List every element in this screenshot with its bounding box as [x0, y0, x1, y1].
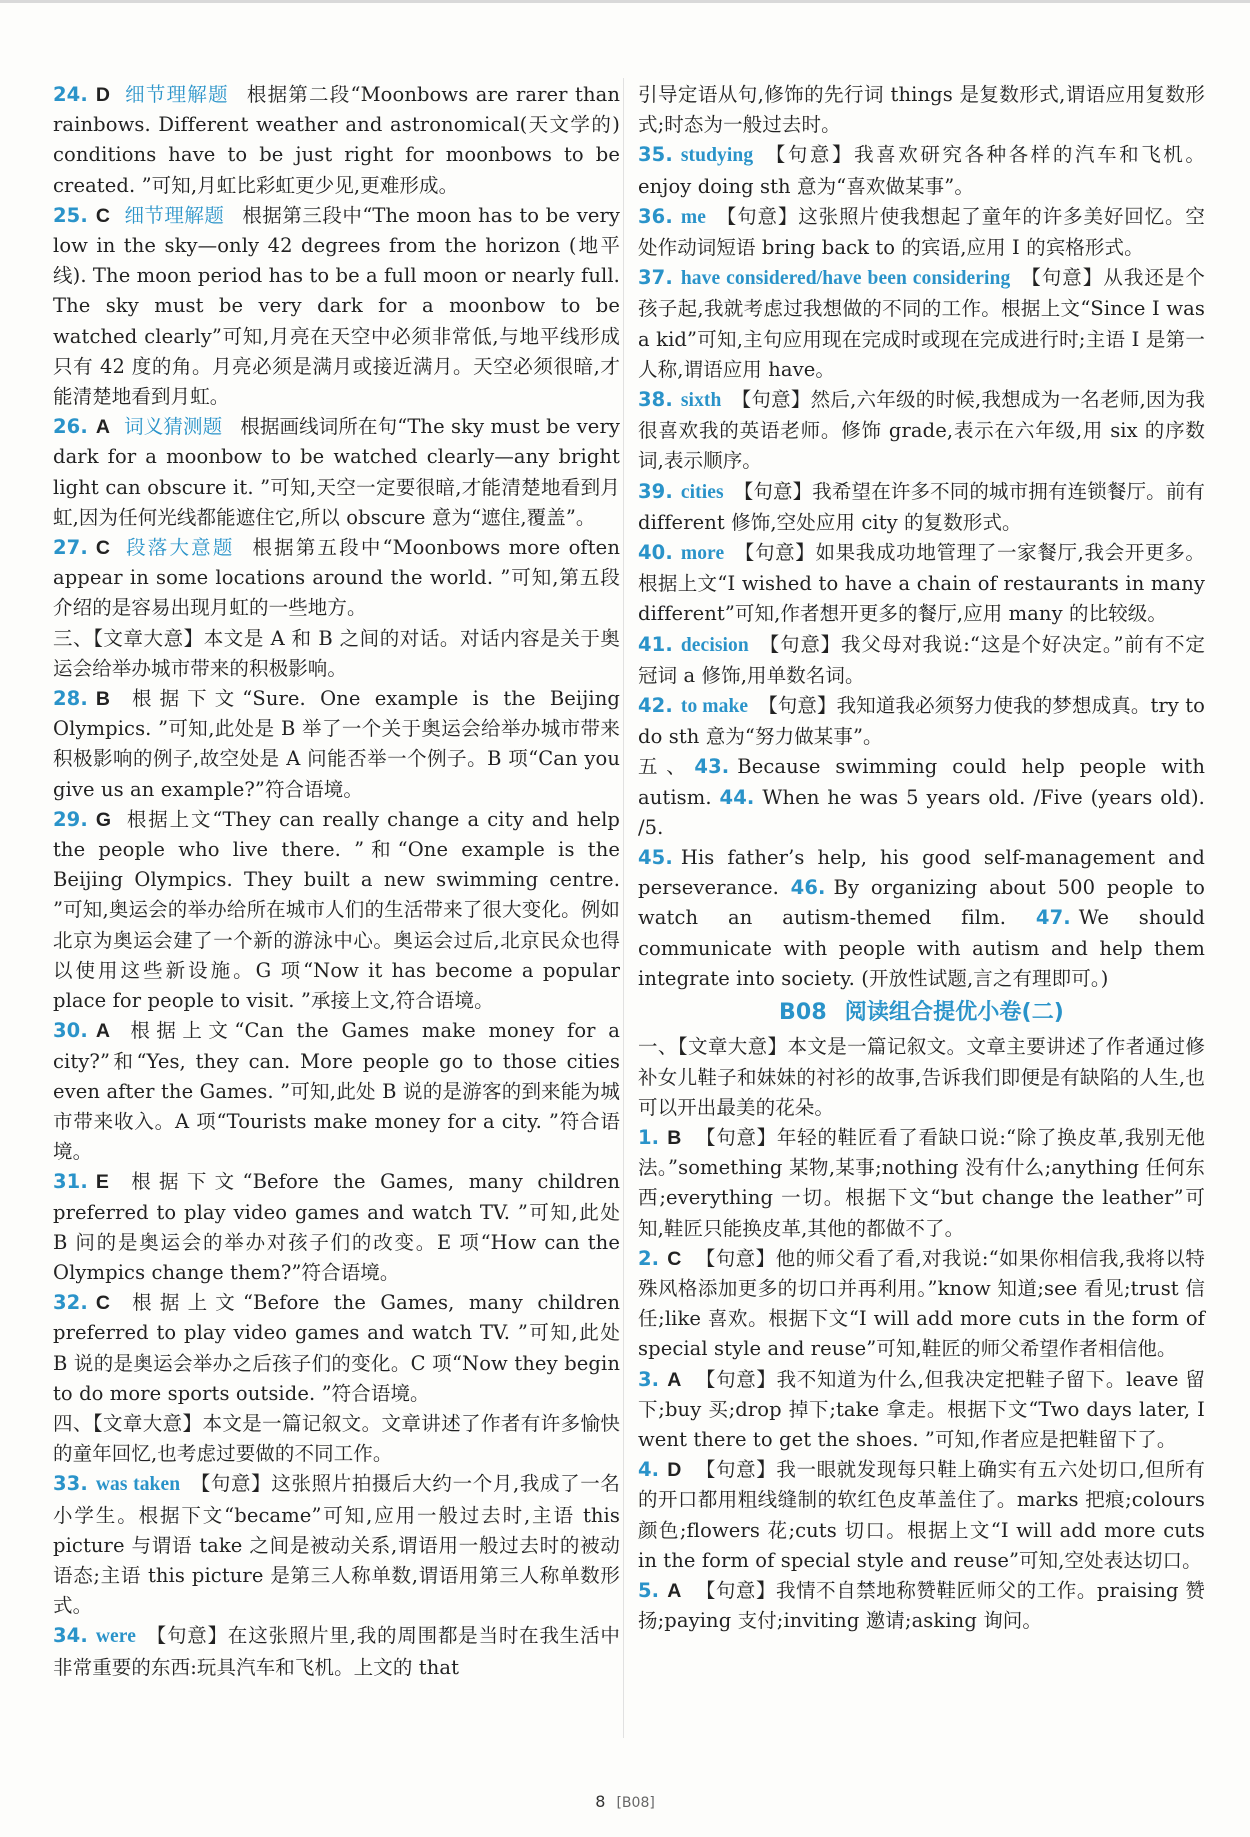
question-number: 40. [638, 541, 673, 565]
page-footer [0, 1792, 1250, 1811]
explanation-text: 根据上文“Before the Games, many children preferred to play video games and watch TV. ”可知,此处 B 说的是奥运会举办之后孩子们的变化。C 项“Now they begin to do more sports outside. ”符合语境。 [53, 1291, 620, 1405]
answer-item [53, 533, 620, 624]
explanation-text: 我希望在许多不同的城市拥有连锁餐厅。前有 different 修饰,空处应用 city 的复数形式。 [638, 479, 1205, 534]
question-number: 35. [638, 143, 673, 167]
question-number: 46. [790, 876, 826, 900]
explanation-text: 根据第三段中“The moon has to be very low in the sky—only 42 degrees from the horizon (地平线). The moon period has to be a full moon or nearly full. The sky must be very dark for a moonbow to be watched clearly”可知,月亮在天空中必须非常低,与地平线形成只有 42 度的角。月亮必须是满月或接近满月。天空必须很暗,才能清楚地看到月虹。 [53, 203, 620, 409]
summary-tag: 【文章大意】 [677, 1035, 788, 1059]
page-code: [B08] [616, 1795, 655, 1811]
question-number: 42. [638, 694, 673, 718]
answer-item [638, 385, 1205, 477]
question-number: 2. [638, 1246, 660, 1270]
meaning-tag: 【句意】 [190, 1472, 272, 1496]
explanation-text: 引导定语从句,修饰的先行词 things 是复数形式,谓语应用复数形式;时态为一般过去时。 [638, 83, 1205, 137]
explanation-text: 从我还是个孩子起,我就考虑过我想做的不同的工作。根据上文“Since I was a kid”可知,主句应用现在完成时或现在完成进行时;主语 I 是第一人称,谓语应用 have。 [638, 266, 1205, 381]
short-answer-group [638, 752, 1205, 843]
answer-word: sixth [680, 390, 722, 412]
question-number: 37. [638, 266, 673, 290]
answer-item [638, 691, 1205, 752]
question-number: 24. [53, 83, 88, 106]
answer-item [638, 477, 1205, 538]
meaning-tag: 【句意】 [145, 1624, 228, 1648]
answer-word: was taken [95, 1474, 181, 1496]
question-number: 4. [638, 1458, 660, 1482]
summary-tag: 【文章大意】 [92, 1411, 203, 1435]
explanation-text: 然后,六年级的时候,我想成为一名老师,因为我很喜欢我的英语老师。修饰 grade,表示在六年级,用 six 的序数词,表示顺序。 [638, 388, 1205, 473]
answer-item [53, 412, 620, 533]
explanation-text: 他的师父看了看,对我说:“如果你相信我,我将以特殊风格添加更多的切口并再利用。”know 知道;see 看见;trust 信任;like 喜欢。根据下文“I will add more cuts in the form of special style and reuse”可知,鞋匠的师父希望作者相信他。 [638, 1246, 1205, 1361]
explanation-text: 在这张照片里,我的周围都是当时在我生活中非常重要的东西:玩具汽车和飞机。上文的 that [53, 1624, 621, 1679]
answer-letter: C [95, 204, 111, 227]
question-number: 33. [53, 1472, 88, 1496]
question-number: 36. [638, 204, 673, 228]
meaning-tag: 【句意】 [733, 479, 813, 503]
answer-letter: A [667, 1368, 682, 1391]
answer-item [53, 1167, 620, 1288]
answer-letter: E [95, 1171, 109, 1194]
meaning-tag: 【句意】 [758, 632, 842, 656]
section-code: B08 [779, 1000, 827, 1026]
page-top-border [0, 0, 1250, 3]
answer-item [53, 684, 620, 805]
answer-item [53, 80, 620, 201]
explanation-text: 根据下文“Before the Games, many children preferred to play video games and watch TV. ”可知,此处 B 问的是奥运会的举办对孩子们的改变。E 项“How can the Olympics change them?”符合语境。 [53, 1170, 620, 1284]
answer-letter: C [95, 1292, 111, 1315]
section-heading: 阅读组合提优小卷(二) [844, 1000, 1064, 1026]
question-type: 段落大意题 [124, 536, 235, 560]
answer-letter: A [667, 1579, 682, 1602]
section-number: 一、 [638, 1035, 678, 1059]
short-answer-text: We should communicate with people with autism and help them integrate into society. (开放性试题,言之有理即可。) [638, 906, 1205, 990]
question-number: 30. [53, 1019, 88, 1043]
page-number: 8 [595, 1792, 606, 1811]
left-column [53, 80, 620, 1683]
explanation-text: 我喜欢研究各种各样的汽车和飞机。enjoy doing sth 意为“喜欢做某事”。 [638, 143, 1205, 198]
answer-item [53, 1016, 620, 1167]
answer-item [53, 805, 620, 1016]
question-number: 39. [638, 479, 673, 503]
answer-letter: A [95, 1020, 111, 1043]
meaning-tag: 【句意】 [695, 1246, 776, 1270]
answer-item [53, 1288, 620, 1409]
column-divider [623, 78, 624, 1738]
section-number: 五、 [638, 755, 695, 779]
answer-item [638, 140, 1205, 201]
answer-item [638, 1244, 1205, 1365]
answer-item [638, 538, 1205, 630]
answer-item [638, 202, 1205, 263]
answer-item [638, 1455, 1205, 1576]
meaning-tag: 【句意】 [758, 694, 837, 718]
answer-letter: B [667, 1126, 682, 1149]
answer-item [638, 263, 1205, 385]
explanation-text: 如果我成功地管理了一家餐厅,我会开更多。根据上文“I wished to have a chain of restaurants in many different”可知,作者想开更多的餐厅,应用 many 的比较级。 [638, 541, 1205, 626]
section-summary [53, 1409, 620, 1469]
answer-letter: G [95, 808, 112, 831]
answer-item [638, 1123, 1205, 1244]
question-type: 词义猜测题 [124, 415, 223, 439]
meaning-tag: 【句意】 [695, 1458, 777, 1482]
question-number: 44. [719, 785, 755, 809]
answer-word: decision [680, 634, 749, 656]
question-type: 细节理解题 [124, 203, 225, 227]
section-number: 三、 [53, 626, 94, 650]
section-title [638, 998, 1205, 1028]
short-answer-group [638, 843, 1205, 994]
explanation-text: 根据第二段“Moonbows are rarer than rainbows. Different weather and astronomical(天文学的) conditions have to be just right for moonbows to be created. ”可知,月虹比彩虹更少见,更难形成。 [53, 83, 620, 197]
summary-text: 本文是一篇记叙文。文章主要讲述了作者通过修补女儿鞋子和妹妹的衬衫的故事,告诉我们即便是有缺陷的人生,也可以开出最美的花朵。 [638, 1035, 1205, 1119]
explanation-text: 根据第五段中“Moonbows more often appear in some locations around the world. ”可知,第五段介绍的是容易出现月虹的一些地方。 [53, 536, 620, 620]
question-number: 1. [638, 1125, 660, 1149]
answer-word: studying [680, 145, 754, 167]
explanation-text: 我情不自禁地称赞鞋匠师父的工作。praising 赞扬;paying 支付;inviting 邀请;asking 询问。 [638, 1578, 1205, 1633]
explanation-text: 根据下文“Sure. One example is the Beijing Olympics. ”可知,此处是 B 举了一个关于奥运会给举办城市带来积极影响的例子,故空处是 A 问能否举一个例子。B 项“Can you give us an example?”符合语境。 [53, 687, 620, 801]
summary-tag: 【文章大意】 [93, 626, 204, 650]
answer-item [638, 630, 1205, 691]
question-number: 45. [638, 846, 673, 870]
question-number: 5. [638, 1578, 660, 1602]
answer-word: me [680, 206, 706, 228]
short-answer-text: Because swimming could help people with autism. [638, 755, 1205, 809]
question-number: 27. [53, 536, 88, 560]
explanation-text: 我父母对我说:“这是个好决定。”前有不定冠词 a 修饰,用单数名词。 [638, 632, 1205, 687]
meaning-tag: 【句意】 [695, 1125, 777, 1149]
section-summary [638, 1032, 1205, 1123]
short-answer-text: When he was 5 years old. /Five (years old). /5. [638, 785, 1205, 839]
answer-word: were [95, 1626, 136, 1648]
short-answer-text: By organizing about 500 people to watch an autism-themed film. [638, 876, 1205, 930]
meaning-tag: 【句意】 [715, 204, 799, 228]
answer-word: cities [680, 481, 724, 503]
right-column [638, 80, 1205, 1636]
meaning-tag: 【句意】 [731, 388, 811, 412]
question-number: 28. [53, 687, 88, 711]
question-number: 41. [638, 632, 673, 656]
explanation-text: 我不知道为什么,但我决定把鞋子留下。leave 留下;buy 买;drop 掉下;take 拿走。根据下文“Two days later, I went there to get the shoes. ”可知,作者应是把鞋留下了。 [638, 1367, 1205, 1451]
question-number: 26. [53, 415, 88, 439]
question-number: 31. [53, 1170, 88, 1194]
explanation-text: 年轻的鞋匠看了看缺口说:“除了换皮革,我别无他法。”something 某物,某事;nothing 没有什么;anything 任何东西;everything 一切。根据下文“but change the leather”可知,鞋匠只能换皮革,其他的都做不了。 [638, 1125, 1205, 1240]
question-number: 34. [53, 1624, 88, 1648]
meaning-tag: 【句意】 [695, 1367, 777, 1391]
explanation-text: 我知道我必须努力使我的梦想成真。try to do sth 意为“努力做某事”。 [638, 694, 1206, 749]
explanation-text: 根据上文“They can really change a city and help the people who live there. ”和“One example is the Beijing Olympics. They built a new swimming centre. ”可知,奥运会的举办给所在城市人们的生活带来了很大变化。例如北京为奥运会建了一个新的游泳中心。奥运会过后,北京民众也得以使用这些新设施。G 项“Now it has become a popular place for people to visit. ”承接上文,符合语境。 [53, 807, 620, 1013]
answer-letter: C [667, 1247, 682, 1270]
meaning-tag: 【句意】 [763, 143, 855, 167]
explanation-text: 这张照片使我想起了童年的许多美好回忆。空处作动词短语 bring back to 的宾语,应用 I 的宾格形式。 [638, 204, 1205, 260]
answer-item [638, 1365, 1205, 1456]
explanation-text: 我一眼就发现每只鞋上确实有五六处切口,但所有的开口都用粗线缝制的软红色皮革盖住了。marks 把痕;colours 颜色;flowers 花;cuts 切口。根据上文“I will add more cuts in the form of special style and reuse”可知,空处表达切口。 [638, 1458, 1205, 1572]
question-number: 43. [694, 755, 730, 779]
question-number: 32. [53, 1291, 88, 1315]
explanation-text: 这张照片拍摄后大约一个月,我成了一名小学生。根据下文“became”可知,应用一般过去时,主语 this picture 与谓语 take 之间是被动关系,谓语用一般过去时的被动语态;主语 this picture 是第三人称单数,谓语用第三人称单数形式。 [53, 1472, 620, 1618]
answer-letter: D [95, 84, 111, 106]
continued-text [638, 80, 1205, 140]
short-answer-text: His father’s help, his good self-management and perseverance. [638, 846, 1205, 900]
answer-item [53, 201, 620, 412]
answer-letter: A [95, 416, 111, 439]
meaning-tag: 【句意】 [1020, 266, 1104, 290]
answer-item [638, 1576, 1205, 1636]
answer-word: more [680, 543, 725, 565]
answer-word: have considered/have been considering [680, 268, 1011, 290]
answer-letter: D [667, 1459, 682, 1482]
question-number: 38. [638, 388, 673, 412]
question-number: 3. [638, 1367, 660, 1391]
question-number: 25. [53, 203, 88, 227]
meaning-tag: 【句意】 [695, 1578, 777, 1602]
meaning-tag: 【句意】 [734, 541, 816, 565]
answer-letter: C [95, 537, 111, 560]
explanation-text: 根据画线词所在句“The sky must be very dark for a moonbow to be watched clearly—any bright light can obscure it. ”可知,天空一定要很暗,才能清楚地看到月虹,因为任何光线都能遮住它,所以 obscure 意为“遮住,覆盖”。 [53, 415, 620, 529]
question-number: 47. [1035, 906, 1071, 930]
answer-word: to make [680, 696, 749, 718]
explanation-text: 根据上文“Can the Games make money for a city?”和“Yes, they can. More people go to those cities even after the Games. ”可知,此处 B 说的是游客的到来能为城市带来收入。A 项“Tourists make money for a city. ”符合语境。 [53, 1019, 620, 1164]
answer-item [53, 1469, 620, 1621]
section-number: 四、 [53, 1411, 93, 1435]
question-type: 细节理解题 [124, 83, 229, 106]
summary-text: 本文是一篇记叙文。文章讲述了作者有许多愉快的童年回忆,也考虑过要做的不同工作。 [53, 1411, 620, 1466]
summary-text: 本文是 A 和 B 之间的对话。对话内容是关于奥运会给举办城市带来的积极影响。 [53, 626, 620, 680]
answer-letter: B [95, 688, 111, 711]
section-summary [53, 624, 620, 684]
answer-item [53, 1621, 620, 1682]
question-number: 29. [53, 807, 88, 831]
